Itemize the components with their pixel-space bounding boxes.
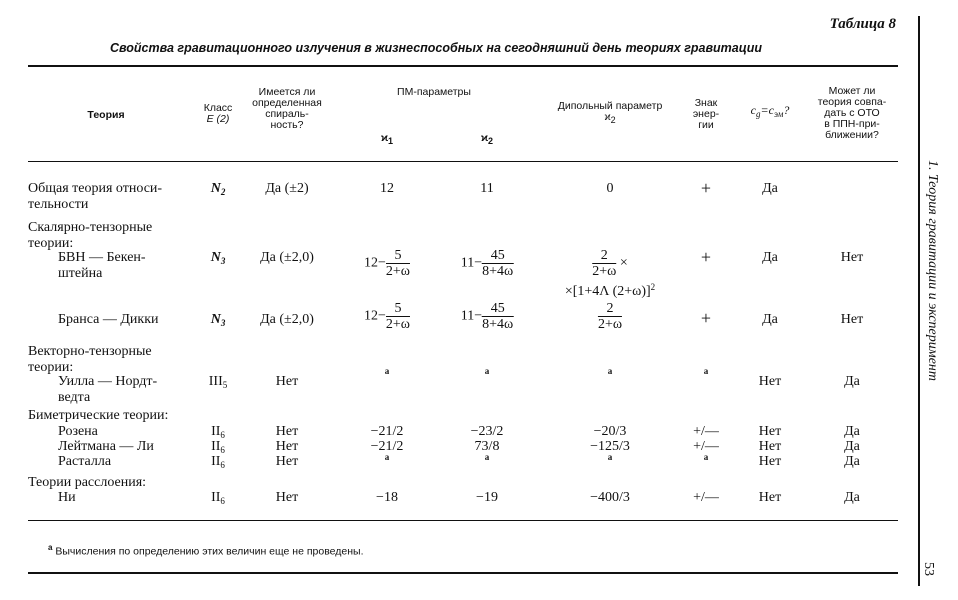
page-number: 53 xyxy=(921,562,936,576)
row-rosen-k2: −23/2 xyxy=(470,424,504,439)
row-rast-energy-note: а xyxy=(703,452,709,462)
row-wn-class: $III_5$ xyxy=(208,374,228,390)
header-k2: ϰ2 xyxy=(480,132,494,146)
header-cg: $c_g=c_{эм}$? xyxy=(750,103,790,119)
row-gr-k1: 12 xyxy=(380,181,394,196)
row-gr-dipole: 0 xyxy=(606,181,614,196)
row-bd-k2: 11− $\frac{45}{8+4\omega}$ xyxy=(460,301,514,332)
row-ll-k1: −21/2 xyxy=(370,439,404,454)
header-energy: Знак энер- гии xyxy=(692,97,720,131)
footnote: $^а$ Вычисления по определению этих величин еще не проведены. xyxy=(48,543,364,558)
row-bvn-theory: БВН — Бекен- штейна xyxy=(58,250,146,281)
row-rosen-ppn: Да xyxy=(844,424,860,439)
row-bvn-cg: Да xyxy=(762,250,778,265)
header-k1: ϰ1 xyxy=(380,132,394,146)
row-rosen-class: $II_6$ xyxy=(211,424,225,440)
row-bd-spiral: Да (±2,0) xyxy=(260,312,314,327)
row-rast-theory: Расталла xyxy=(58,454,112,469)
top-rule xyxy=(28,65,898,67)
row-gr-cg: Да xyxy=(762,181,778,196)
row-bd-k1: 12− $\frac{5}{2+\omega}$ xyxy=(363,301,411,332)
page-bottom-rule xyxy=(28,572,898,574)
row-rast-spiral: Нет xyxy=(275,454,299,469)
row-ll-dipole: −125/3 xyxy=(590,439,630,454)
row-wn-theory: Уилла — Нордт- ведта xyxy=(58,374,158,405)
row-ll-spiral: Нет xyxy=(275,439,299,454)
row-ll-ppn: Да xyxy=(844,439,860,454)
row-ni-k1: −18 xyxy=(376,490,398,505)
row-ni-cg: Нет xyxy=(758,490,782,505)
row-ll-cg: Нет xyxy=(758,439,782,454)
row-bvn-spiral: Да (±2,0) xyxy=(260,250,314,265)
row-ll-class: $II_6$ xyxy=(211,439,225,455)
row-ni-dipole: −400/3 xyxy=(590,490,630,505)
header-class: Класс E (2) xyxy=(203,102,233,125)
row-ni-energy: +/— xyxy=(693,490,719,505)
header-dipole: Дипольный параметр ϰ2 xyxy=(557,100,663,125)
row-wn-cg: Нет xyxy=(758,374,782,389)
row-gr-theory: Общая теория относи- тельности xyxy=(28,181,163,212)
row-gr-energy: + xyxy=(700,178,712,198)
row-rosen-spiral: Нет xyxy=(275,424,299,439)
row-bvn-dipole: $\frac{2}{2+\omega}$ × xyxy=(592,248,628,279)
row-wn-dipole-note: а xyxy=(607,366,613,376)
running-head: 1. Теория гравитации и эксперимент xyxy=(925,160,940,381)
row-bvn-class: $N_3$ xyxy=(210,250,226,266)
row-wn-ppn: Да xyxy=(844,374,860,389)
table-number: Таблица 8 xyxy=(829,16,896,32)
header-spiral: Имеется ли определенная спираль- ность? xyxy=(252,86,322,131)
margin-rule xyxy=(918,16,920,586)
row-wn-k1-note: а xyxy=(384,366,390,376)
row-ni-k2: −19 xyxy=(476,490,498,505)
row-bvn-k1: 12− $\frac{5}{2+\omega}$ xyxy=(363,248,411,279)
row-rast-k1-note: а xyxy=(384,452,390,462)
bottom-rule xyxy=(28,520,898,521)
row-ll-k2: 73/8 xyxy=(474,439,500,454)
row-rast-k2-note: а xyxy=(484,452,490,462)
row-bd-dipole: $\frac{2}{2+\omega}$ xyxy=(597,301,623,332)
group-scalar-tensor: Скалярно-тензорные теории: xyxy=(28,220,153,251)
header-rule xyxy=(28,161,898,162)
row-gr-k2: 11 xyxy=(480,181,494,196)
header-pm-params: ПМ-параметры xyxy=(397,86,471,98)
row-gr-spiral: Да (±2) xyxy=(265,181,309,196)
row-rosen-dipole: −20/3 xyxy=(593,424,627,439)
header-ppn-agree: Может ли теория совпа- дать с ОТО в ППН-при- ближении? xyxy=(817,85,887,141)
row-bvn-ppn: Нет xyxy=(840,250,864,265)
row-bvn-k2: 11− $\frac{45}{8+4\omega}$ xyxy=(460,248,514,279)
row-rast-ppn: Да xyxy=(844,454,860,469)
row-bd-cg: Да xyxy=(762,312,778,327)
row-rosen-theory: Розена xyxy=(58,424,98,439)
row-bd-class: $N_3$ xyxy=(210,312,226,328)
table-caption: Свойства гравитационного излучения в жизнеспособных на сегодняшний день теориях гравитации xyxy=(110,41,763,55)
row-ll-energy: +/— xyxy=(693,439,719,454)
row-ni-spiral: Нет xyxy=(275,490,299,505)
row-bvn-energy: + xyxy=(700,247,712,267)
row-bvn-dipole-factor: ×[1+4Λ (2+ω)]$^2$ xyxy=(564,282,656,299)
row-wn-spiral: Нет xyxy=(275,374,299,389)
row-wn-k2-note: а xyxy=(484,366,490,376)
row-rast-cg: Нет xyxy=(758,454,782,469)
group-stratified: Теории расслоения: xyxy=(28,475,147,490)
row-bd-energy: + xyxy=(700,308,712,328)
row-gr-class: $N_2$ xyxy=(210,181,226,197)
row-rosen-cg: Нет xyxy=(758,424,782,439)
group-bimetric: Биметрические теории: xyxy=(28,408,169,423)
row-wn-energy-note: а xyxy=(703,366,709,376)
row-bd-theory: Бранса — Дикки xyxy=(58,312,159,327)
row-ll-theory: Лейтмана — Ли xyxy=(58,439,154,454)
row-rast-dipole-note: а xyxy=(607,452,613,462)
row-bd-ppn: Нет xyxy=(840,312,864,327)
row-rosen-energy: +/— xyxy=(693,424,719,439)
row-ni-class: $II_6$ xyxy=(211,490,225,506)
row-rast-class: $II_6$ xyxy=(211,454,225,470)
header-theory: Теория xyxy=(87,109,125,121)
group-vector-tensor: Векторно-тензорные теории: xyxy=(28,344,152,375)
row-rosen-k1: −21/2 xyxy=(370,424,404,439)
row-ni-ppn: Да xyxy=(844,490,860,505)
row-ni-theory: Ни xyxy=(58,490,76,505)
